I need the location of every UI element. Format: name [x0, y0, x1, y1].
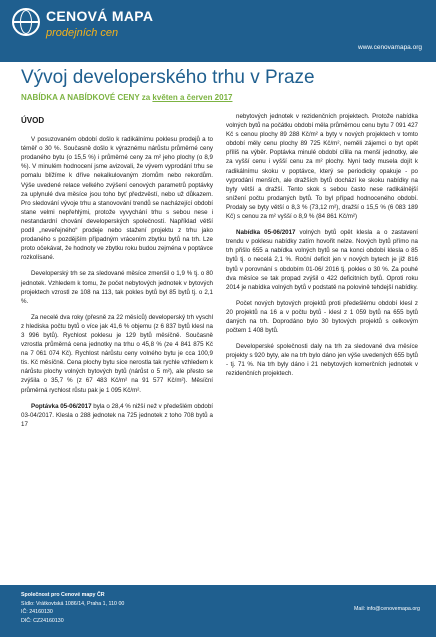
paragraph: Za necelé dva roky (přesně za 22 měsíců) developerský trh vyschl z hlediska počtu bytů o více jak 41,6 % objemu (z 6 837 bytů klesl na 3 996 bytů). Rychlost poklesu je 129 bytů měsíčně. Současně vzrostla průměrná cena jednotky na trhu o 45,8 % (ze 4 841 875 Kč na 7 061 074 Kč). Rychlost nárůstu ceny volného bytu je cca 100,9 tis. Kč měsíčně. Cena plochy bytu sice nerostla tak rychle vzhledem k nárůstu plochy volných bytových bytů (nárůst o 5 m²), ale přesto se zvýšila o 35,7 % (z 67 483 Kč/m² na 91 577 Kč/m²). Měsíční průměrná rychlost růstu pak je 1 095 Kč/m². — [21, 313, 213, 394]
logo-title: CENOVÁ MAPA — [46, 8, 154, 24]
logo[interactable] — [12, 6, 162, 54]
paragraph: Počet nových bytových projektů proti předešlému období klesl z 20 projektů na 16 a v počtu bytů - klesl z 1 059 bytů na 655 bytů daných na trh. Doprodáno bylo 30 bytových projektů s celkovým počtem 1 408 bytů. — [226, 299, 418, 335]
paragraph: Nabídka 05-06/2017 volných bytů opět klesla a o zastavení trendu v poklesu nabídky zatím hovořit nelze. Nových bytů přímo na trh přišlo 655 a nabídka volných bytů se na konci období klesla o 85 bytů tj. o necelá 2,1 %. Roční deficit jen v nových bytech je již 816 bytů v porovnání s obdobím 01-06/ 2016 tj. pokles o 30 %. Za pouhé dva měsíce se tak propad zvýšil o 422 deficitních bytů. Oproti roku 2014 je nabídka volných bytů v podstatě na polovině tehdejší nabídky. — [226, 229, 418, 291]
page-title: Vývoj developerského trhu v Praze — [21, 67, 315, 88]
footer-company: Společnost pro Cenové mapy ČR — [21, 592, 105, 598]
footer-contact — [21, 591, 124, 625]
footer-address: Sídlo: Vrátkovtská 1086/14, Praha 1, 110 00 — [21, 600, 125, 607]
section-heading: ÚVOD — [21, 116, 45, 125]
footer-dic: DIČ: CZ24160130 — [21, 617, 64, 624]
logo-subtitle: prodejních cen — [46, 27, 119, 39]
paragraph: V posuzovaném období došlo k radikálnímu poklesu prodejů a to téměř o 30 %. Současně došlo k výraznému nárůstu průměrné ceny prodaného bytu (o 15,5 %) i průměrné ceny za m² jeho plochy (o 8,9 %). V minulém hodnocení jsme avizovali, že vývem vyprodání trhu se pomalu blížíme k dříve nekalkulovaným zlomům nebo rekordům. Výše uvedené relace velkého zvýšení cenových parametrů poptávky za uplynulé dva měsíce jsou toho byť předzvěstí, nebo už důkazem. Pro sledování vývoje trhu a stanovování trendů se nacházející období stane velmi nepřehlými, protože vyvychání trhu s sebou nese i nestandardní chování developerských společností. Například větší podíl „neveřejného“ prodeje nebo stažení projektu z trhu jako prodaného s pozdějším případným vrácením zbytku bytů na trh. Lze proto očekávat, že hodnoty ve zbytku roku budou zejména v poptávce rozkolísané. — [21, 136, 213, 262]
footer-bar — [0, 585, 436, 637]
paragraph: Poptávka 05-06/2017 byla o 28,4 % nižší než v předešlém období 03-04/2017. Klesla o 288 jednotek na 725 jednotek z toho 708 bytů a 17 — [21, 402, 213, 428]
footer-ico: IČ: 24160130 — [21, 609, 53, 615]
left-column — [21, 112, 213, 436]
paragraph: Developerské společnosti daly na trh za sledované dva měsíce projekty s 920 byty, ale na trh bylo dáno jen výše uvedených 655 bytů - tj. 71 %. Na trh byly dáno i 21 nebytových komerčních jednotek v rezidenčních projektech. — [226, 343, 418, 378]
subtitle-prefix: NABÍDKA A NABÍDKOVÉ CENY za — [21, 93, 153, 102]
lead-phrase: Nabídka 05-06/2017 — [236, 229, 296, 237]
paragraph: nebytových jednotek v rezidenčních projektech. Protože nabídka volných bytů na počátku období měla průměrnou cenu bytu 7 091 427 Kč s cenou plochy 89 288 Kč/m² a byty v nových projektech v tomto období měly cenu plochy 89 725 Kč/m², neměli zájemci o byt opět příliš na výběr. Poptávka minulé období cílila na menší jednotky, ale za vyšší cenu i vyšší cenu za m² plochy. Nyní tedy musela dojít k radikálnímu skoku v poptávce, který se periodicky opakuje - po vyprodání menších, ale dražších bytů dochází ke skoku nabídky na byty větší a dražší. Tento skok s sebou často nese radikálnější snížení počtu prodaných bytů. To byl případ hodnoceného období. Prodaly se byty větší o 8,3 % (73,12 m²), dražší o 15,5 % (6 083 189 Kč) s cenou za m² vyšší o 8,9 % (84 861 Kč/m²) — [226, 113, 418, 221]
header-bar — [0, 0, 436, 62]
website-link[interactable]: www.cenovamapa.org — [358, 44, 422, 51]
right-column — [226, 112, 418, 386]
page-subtitle — [21, 93, 232, 102]
globe-icon — [12, 8, 40, 36]
lead-phrase: Poptávka 05-06/2017 — [31, 402, 92, 410]
paragraph: Developerský trh se za sledované měsíce zmenšil o 1,9 % tj. o 80 jednotek. Vzhledem k tomu, že počet nebytových jednotek v bytových projektech vzrostl ze 108 na 113, tak pokles bytů byl 85 bytů tj. o 2,1 %. — [21, 270, 213, 305]
subtitle-date-link[interactable]: květen a červen 2017 — [152, 93, 233, 102]
footer-email-link[interactable]: Mail: info@cenovemapa.org — [353, 606, 420, 612]
